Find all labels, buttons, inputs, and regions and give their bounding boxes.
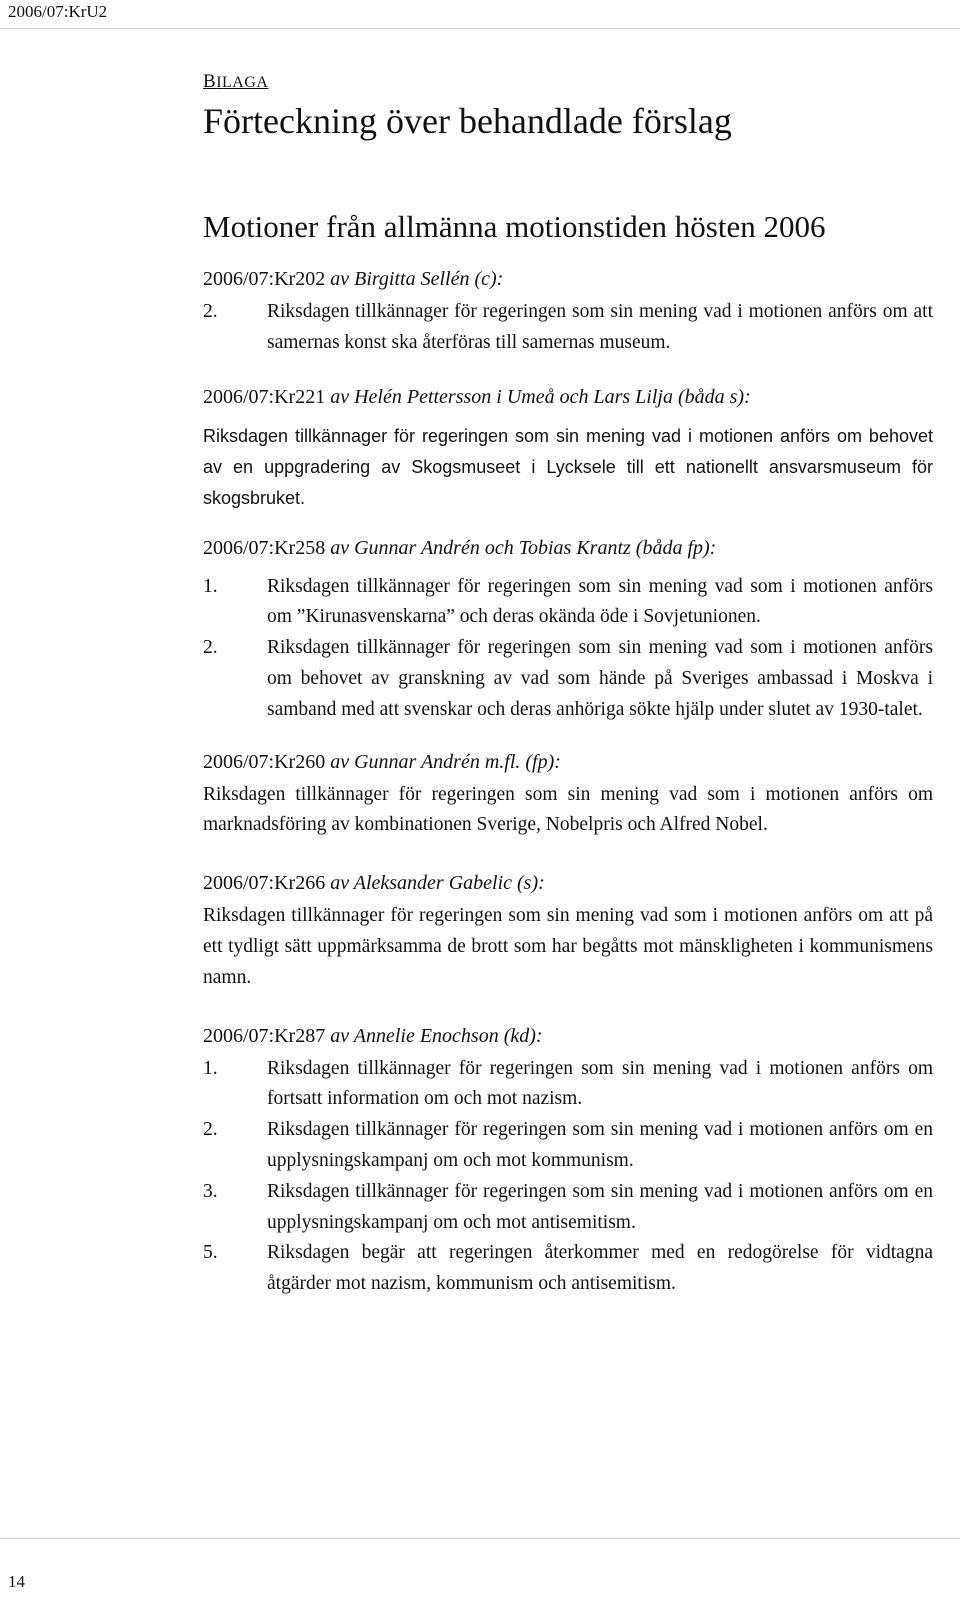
bilaga-label: BILAGA <box>203 71 269 92</box>
page-content <box>203 70 933 1300</box>
motion-header: 2006/07:Kr260 av Gunnar Andrén m.fl. (fp): <box>203 750 561 773</box>
motion-item: 2. Riksdagen tillkännager för regeringen som sin mening vad i motionen anförs om en upplysningskampanj om och mot kommunism. <box>203 1119 933 1171</box>
motion-header: 2006/07:Kr266 av Aleksander Gabelic (s): <box>203 872 545 895</box>
section-title: Motioner från allmänna motionstiden hösten 2006 <box>203 209 826 244</box>
motion-item: 2. Riksdagen tillkännager för regeringen som sin mening vad som i motionen anförs om behovet av granskning av vad som hände på Sveriges ambassad i Moskva i samband med att svenskar och deras anhöriga sökte hjälp under slutet av 1930-talet. <box>203 637 933 720</box>
page-number: 14 <box>8 1572 25 1591</box>
motion-header: 2006/07:Kr287 av Annelie Enochson (kd): <box>203 1024 543 1047</box>
motion-kr260 <box>203 748 933 842</box>
motion-kr258 <box>203 534 933 726</box>
motion-item: 1. Riksdagen tillkännager för regeringen som sin mening vad i motionen anförs om fortsatt information om och mot nazism. <box>203 1057 933 1110</box>
motion-header: 2006/07:Kr202 av Birgitta Sellén (c): <box>203 268 504 290</box>
motion-item: 2. Riksdagen tillkännager för regeringen som sin mening vad i motionen anförs om att samernas konst ska återföras till samernas museum. <box>203 301 933 353</box>
motion-header: 2006/07:Kr258 av Gunnar Andrén och Tobias Krantz (båda fp): <box>203 536 717 559</box>
motion-text: Riksdagen tillkännager för regeringen som sin mening vad som i motionen anförs om marknadsföring av kombinationen Sverige, Nobelpris och Alfred Nobel. <box>203 783 933 836</box>
bottom-divider <box>0 1538 960 1539</box>
motion-kr221 <box>203 383 933 514</box>
motion-item: 3. Riksdagen tillkännager för regeringen som sin mening vad i motionen anförs om en upplysningskampanj om och mot antisemitism. <box>203 1180 933 1233</box>
motion-kr266 <box>203 869 933 993</box>
motion-text: Riksdagen tillkännager för regeringen som sin mening vad i motionen anförs om behovet av en uppgradering av Skogsmuseet i Lycksele till ett nationellt ansvarsmuseum för skogsbruket. <box>203 425 933 508</box>
motion-kr287 <box>203 1022 933 1300</box>
motion-item: 5. Riksdagen begär att regeringen återkommer med en redogörelse för vidtagna åtgärder mot nazism, kommunism och antisemitism. <box>203 1242 933 1295</box>
top-divider <box>0 28 960 29</box>
motion-kr202 <box>203 265 933 359</box>
document-id: 2006/07:KrU2 <box>8 2 108 21</box>
motion-text: Riksdagen tillkännager för regeringen som sin mening vad som i motionen anförs om att på ett tydligt sätt uppmärksamma de brott som har begåtts mot mänskligheten i kommunismens namn. <box>203 905 933 988</box>
motion-item: 1. Riksdagen tillkännager för regeringen som sin mening vad som i motionen anförs om ”Kirunasvenskarna” och deras okända öde i Sovjetunionen. <box>203 575 933 628</box>
motion-header: 2006/07:Kr221 av Helén Pettersson i Umeå och Lars Lilja (båda s): <box>203 385 751 408</box>
page-title: Förteckning över behandlade förslag <box>203 101 732 141</box>
